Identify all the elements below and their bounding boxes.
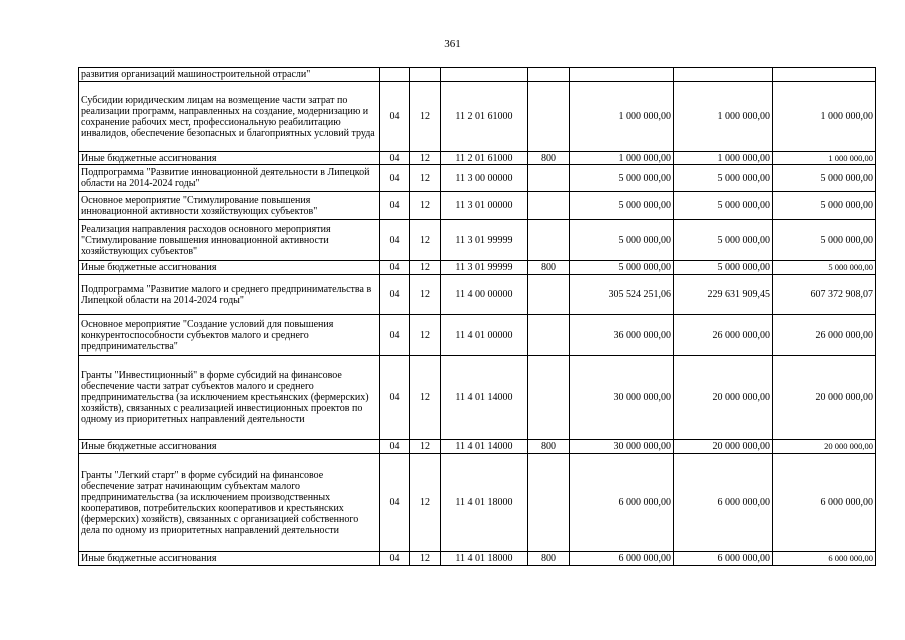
row-name-cell: Подпрограмма "Развитие малого и среднего предпринимательства в Липецкой области на 2014-2024 годы" (79, 275, 380, 315)
expense-type-cell: 800 (528, 152, 570, 165)
expense-type-cell (528, 220, 570, 261)
section-code-cell: 04 (380, 454, 410, 552)
amount-year1-cell: 6 000 000,00 (570, 454, 674, 552)
amount-year3-cell: 26 000 000,00 (773, 315, 876, 356)
section-code-cell: 04 (380, 261, 410, 275)
row-name-cell: Основное мероприятие "Создание условий для повышения конкурентоспособности субъектов малого и среднего предпринимательства" (79, 315, 380, 356)
amount-year3-cell: 1 000 000,00 (773, 152, 876, 165)
amount-year2-cell: 5 000 000,00 (674, 220, 773, 261)
expense-type-cell (528, 192, 570, 220)
subsection-code-cell: 12 (410, 220, 441, 261)
subsection-code-cell: 12 (410, 552, 441, 566)
subsection-code-cell: 12 (410, 192, 441, 220)
amount-year3-cell: 6 000 000,00 (773, 454, 876, 552)
budget-table (78, 67, 876, 566)
expense-type-cell: 800 (528, 261, 570, 275)
expense-type-cell (528, 454, 570, 552)
subsection-code-cell: 12 (410, 454, 441, 552)
section-code-cell: 04 (380, 275, 410, 315)
table-row (79, 454, 876, 552)
table-row (79, 220, 876, 261)
amount-year1-cell: 5 000 000,00 (570, 261, 674, 275)
table-row (79, 152, 876, 165)
amount-year2-cell: 6 000 000,00 (674, 552, 773, 566)
subsection-code-cell: 12 (410, 165, 441, 192)
page-number: 361 (444, 38, 461, 50)
amount-year2-cell: 5 000 000,00 (674, 192, 773, 220)
expense-type-cell: 800 (528, 552, 570, 566)
target-article-cell: 11 4 01 18000 (441, 552, 528, 566)
target-article-cell: 11 4 01 14000 (441, 440, 528, 454)
amount-year1-cell (570, 68, 674, 82)
expense-type-cell (528, 315, 570, 356)
amount-year3-cell: 5 000 000,00 (773, 220, 876, 261)
row-name-cell: Иные бюджетные ассигнования (79, 440, 380, 454)
expense-type-cell (528, 275, 570, 315)
target-article-cell: 11 2 01 61000 (441, 82, 528, 152)
target-article-cell: 11 3 01 99999 (441, 261, 528, 275)
amount-year1-cell: 5 000 000,00 (570, 220, 674, 261)
table-row (79, 275, 876, 315)
amount-year3-cell: 20 000 000,00 (773, 356, 876, 440)
amount-year1-cell: 5 000 000,00 (570, 192, 674, 220)
amount-year3-cell: 5 000 000,00 (773, 165, 876, 192)
table-row (79, 82, 876, 152)
amount-year1-cell: 36 000 000,00 (570, 315, 674, 356)
row-name-cell: Подпрограмма "Развитие инновационной деятельности в Липецкой области на 2014-2024 годы" (79, 165, 380, 192)
amount-year2-cell: 20 000 000,00 (674, 356, 773, 440)
section-code-cell: 04 (380, 220, 410, 261)
amount-year3-cell: 20 000 000,00 (773, 440, 876, 454)
table-row (79, 440, 876, 454)
subsection-code-cell: 12 (410, 440, 441, 454)
amount-year2-cell (674, 68, 773, 82)
expense-type-cell (528, 356, 570, 440)
amount-year3-cell: 607 372 908,07 (773, 275, 876, 315)
subsection-code-cell (410, 68, 441, 82)
subsection-code-cell: 12 (410, 356, 441, 440)
row-name-cell: развития организаций машиностроительной отрасли" (79, 68, 380, 82)
amount-year1-cell: 5 000 000,00 (570, 165, 674, 192)
amount-year1-cell: 1 000 000,00 (570, 82, 674, 152)
subsection-code-cell: 12 (410, 315, 441, 356)
row-name-cell: Иные бюджетные ассигнования (79, 152, 380, 165)
amount-year1-cell: 30 000 000,00 (570, 440, 674, 454)
amount-year2-cell: 5 000 000,00 (674, 165, 773, 192)
amount-year2-cell: 26 000 000,00 (674, 315, 773, 356)
amount-year3-cell: 5 000 000,00 (773, 192, 876, 220)
amount-year3-cell: 6 000 000,00 (773, 552, 876, 566)
section-code-cell: 04 (380, 552, 410, 566)
row-name-cell: Реализация направления расходов основного мероприятия "Стимулирование повышения инновационной активности хозяйствующих субъектов" (79, 220, 380, 261)
amount-year2-cell: 1 000 000,00 (674, 152, 773, 165)
table-row (79, 192, 876, 220)
table-row (79, 68, 876, 82)
amount-year1-cell: 305 524 251,06 (570, 275, 674, 315)
table-row (79, 165, 876, 192)
section-code-cell: 04 (380, 192, 410, 220)
amount-year3-cell: 1 000 000,00 (773, 82, 876, 152)
amount-year2-cell: 6 000 000,00 (674, 454, 773, 552)
target-article-cell: 11 3 00 00000 (441, 165, 528, 192)
section-code-cell: 04 (380, 440, 410, 454)
row-name-cell: Иные бюджетные ассигнования (79, 261, 380, 275)
section-code-cell: 04 (380, 356, 410, 440)
section-code-cell: 04 (380, 315, 410, 356)
amount-year1-cell: 6 000 000,00 (570, 552, 674, 566)
target-article-cell: 11 3 01 99999 (441, 220, 528, 261)
amount-year2-cell: 1 000 000,00 (674, 82, 773, 152)
row-name-cell: Гранты "Легкий старт" в форме субсидий на финансовое обеспечение затрат начинающим субъектам малого предпринимательства (за исключением производственных кооперативов, потребительских кооперативов и крестьянских (фермерских) хозяйств), связанных с организацией собственного дела по одному из приоритетных направлений деятельности (79, 454, 380, 552)
subsection-code-cell: 12 (410, 152, 441, 165)
target-article-cell: 11 4 00 00000 (441, 275, 528, 315)
table-row (79, 552, 876, 566)
section-code-cell: 04 (380, 82, 410, 152)
target-article-cell: 11 3 01 00000 (441, 192, 528, 220)
table-row (79, 315, 876, 356)
table-row (79, 261, 876, 275)
row-name-cell: Иные бюджетные ассигнования (79, 552, 380, 566)
amount-year2-cell: 229 631 909,45 (674, 275, 773, 315)
target-article-cell: 11 4 01 18000 (441, 454, 528, 552)
expense-type-cell (528, 165, 570, 192)
amount-year2-cell: 5 000 000,00 (674, 261, 773, 275)
amount-year1-cell: 30 000 000,00 (570, 356, 674, 440)
row-name-cell: Основное мероприятие "Стимулирование повышения инновационной активности хозяйствующих субъектов" (79, 192, 380, 220)
expense-type-cell (528, 82, 570, 152)
target-article-cell: 11 2 01 61000 (441, 152, 528, 165)
section-code-cell (380, 68, 410, 82)
amount-year3-cell: 5 000 000,00 (773, 261, 876, 275)
row-name-cell: Гранты "Инвестиционный" в форме субсидий на финансовое обеспечение части затрат субъектов малого и среднего предпринимательства (за исключением крестьянских (фермерских) хозяйств), связанных с реализацией инвестиционных проектов по одному из приоритетных направлений деятельности (79, 356, 380, 440)
target-article-cell: 11 4 01 00000 (441, 315, 528, 356)
target-article-cell (441, 68, 528, 82)
expense-type-cell (528, 68, 570, 82)
subsection-code-cell: 12 (410, 82, 441, 152)
amount-year3-cell (773, 68, 876, 82)
target-article-cell: 11 4 01 14000 (441, 356, 528, 440)
section-code-cell: 04 (380, 152, 410, 165)
section-code-cell: 04 (380, 165, 410, 192)
row-name-cell: Субсидии юридическим лицам на возмещение части затрат по реализации программ, направленных на создание, модернизацию и сохранение рабочих мест, профессиональную реабилитацию инвалидов, обеспечение безопасных и благоприятных условий труда (79, 82, 380, 152)
subsection-code-cell: 12 (410, 275, 441, 315)
subsection-code-cell: 12 (410, 261, 441, 275)
expense-type-cell: 800 (528, 440, 570, 454)
amount-year1-cell: 1 000 000,00 (570, 152, 674, 165)
amount-year2-cell: 20 000 000,00 (674, 440, 773, 454)
table-row (79, 356, 876, 440)
